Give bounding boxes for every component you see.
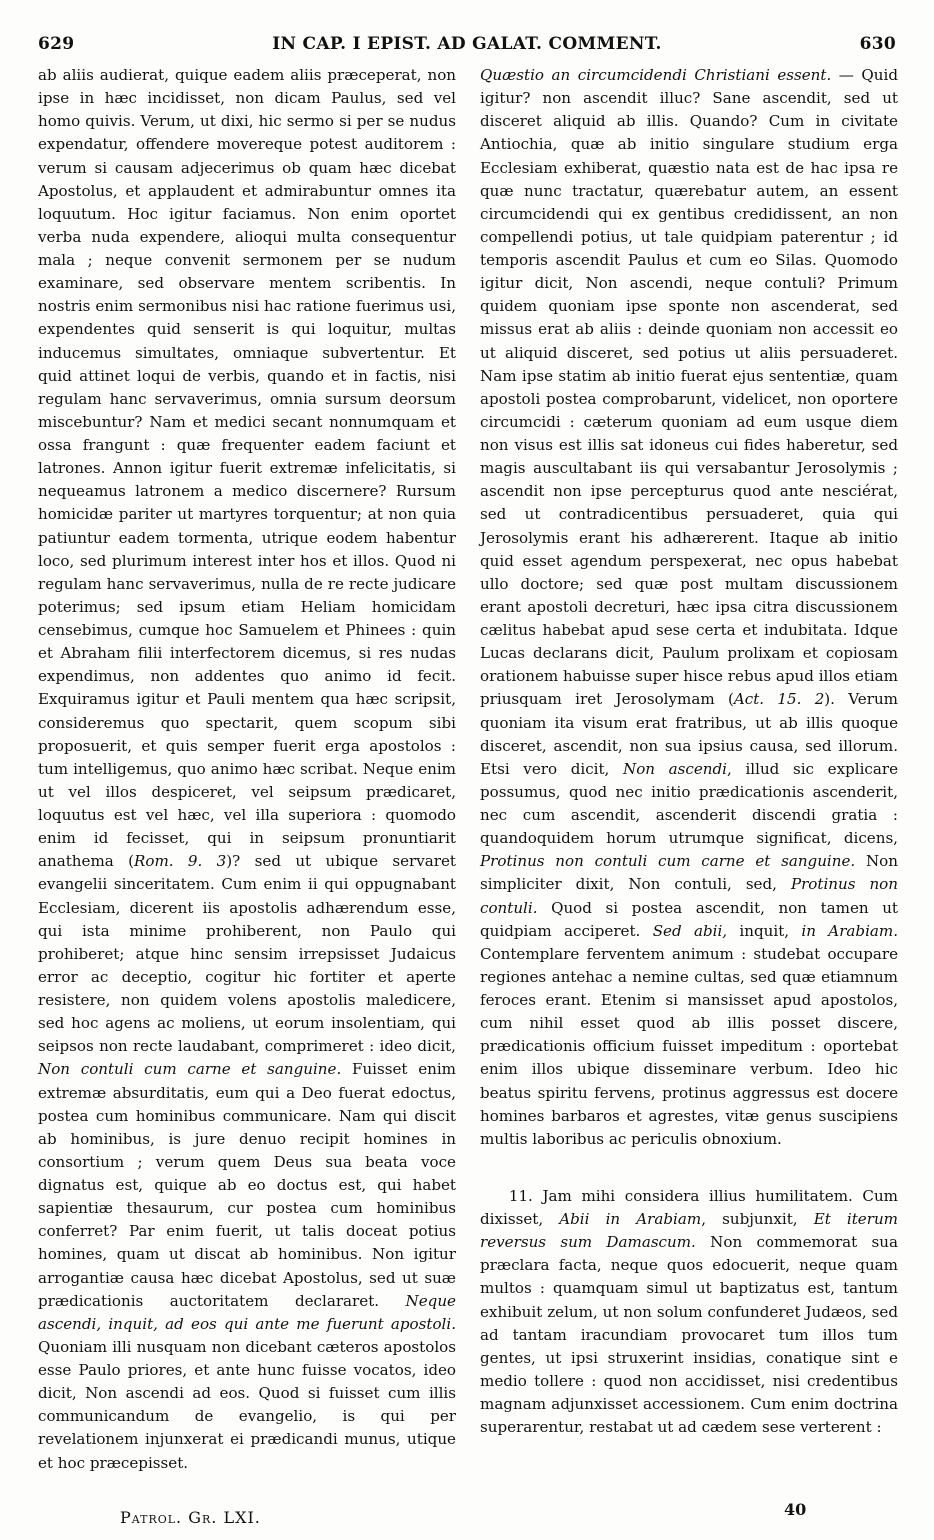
signature-mark: 40 <box>784 1500 807 1519</box>
text-run: , subjunxit, <box>701 1210 814 1228</box>
left-column <box>38 64 456 1475</box>
right-paragraph-1 <box>480 64 898 1151</box>
scripture-quote: Neque ascendi, inquit, ad eos qui ante me fuerunt apostoli. <box>38 1291 456 1333</box>
scripture-reference: Rom. 9. 3 <box>134 852 227 871</box>
running-title: IN CAP. I EPIST. AD GALAT. COMMENT. <box>272 34 662 54</box>
paragraph-spacer <box>480 1151 898 1185</box>
text-run: ab aliis audierat, quique eadem aliis præceperat, non ipse in hæc incidisset, non dicam Paulus, sed vel homo quivis. Verum, ut dixi, hic sermo si per se nudus expendatur, offendere movereque potest auditorem : verum si causam adjecerimus ob quam hæc dicebat Apostolus, et applaudent et admirabuntur omnes ita loquutum. Hoc igitur faciamus. Non enim oportet verba nuda expendere, alioqui multa consequentur mala ; neque convenit sermonem per se nudum examinare, sed observare mentem scribentis. In nostris enim sermonibus nisi hac ratione fuerimus usi, expendentes quid senserit is qui loquitur, multas inducemus simultates, omniaque subvertentur. Et quid attinet loqui de verbis, quando et in factis, nisi regulam hanc servaverimus, omnia sursum deorsum miscebuntur? Nam et medici secant nonnumquam et ossa frangunt : quæ frequenter eadem faciunt et latrones. Annon igitur fuerit extremæ infelicitatis, si nequeamus latronem a medico discernere? Rursum homicidæ pariter ut martyres torquentur; at non quia patiuntur eadem tormenta, utrique eodem habentur loco, sed plurimum interest inter hos et illos. Quod ni regulam hanc servaverimus, nulla de re recte judicare poterimus; sed ipsum etiam Heliam homicidam censebimus, cumque hoc Samuelem et Phinees : quin et Abraham filii interfectorem dicemus, si res nudas expendimus, non addentes quo animo id fecit. Exquiramus igitur et Pauli mentem qua hæc scripsit, consideremus quo spectarit, quem scopum sibi proposuerit, et quis semper fuerit erga apostolos : tum intelligemus, quo animo hæc scribat. Neque enim ut vel illos despiceret, vel seipsum prædicaret, loquutus est vel hæc, vel illa superiora : quomodo enim id fecisset, qui in seipsum pronuntiarit anathema ( <box>38 66 456 871</box>
scripture-quote: in Arabiam. <box>801 921 899 940</box>
text-run: Quoniam illi nusquam non dicebant cæteros apostolos esse Paulo priores, et ante hunc fuisse vocatos, ideo dicit, Non ascendi ad eos. Quod si fuisset cum illis communicandum de evangelio, is qui per revelationem injunxerat ei prædicandi munus, utique et hoc præcepisset. <box>38 1337 456 1472</box>
text-run: Jam mihi considera illius humilitatem. Cum dixisset, <box>480 1186 898 1228</box>
text-run: ). Verum quoniam ita visum erat fratribus, ut ab illis quoque disceret, ascendit, non sua ipsius causa, sed illorum. Etsi vero dicit, <box>480 690 898 778</box>
scripture-quote: Non ascendi <box>623 759 728 778</box>
left-paragraph <box>38 64 456 1475</box>
scripture-reference: Act. 15. 2 <box>733 690 825 709</box>
scripture-quote: Protinus non contuli cum carne et sanguine. <box>480 852 856 871</box>
right-paragraph-2 <box>480 1185 898 1439</box>
page-number-right: 630 <box>859 34 896 54</box>
text-run: Quod si postea ascendit, non tamen ut quidpiam acciperet. <box>480 898 898 940</box>
section-heading: Quæstio an circumcidendi Christiani essent. <box>480 66 832 84</box>
text-run: Non commemorat sua præclara facta, neque quos edocuerit, neque quam multos : quamquam simul ut baptizatus est, tantum exhibuit zelum, ut non solum confunderet Judæos, sed ad tantam iracundiam provocaret tum illos tum gentes, ut ipsi struxerint insidias, conatique sint e medio tollere : quod non accidisset, nisi credentibus magnam adjunxisset accessionem. Cum enim doctrina superarentur, restabat ut ad cædem sese verterent : <box>480 1233 899 1437</box>
text-run: Contemplare ferventem animum : studebat occupare regiones antehac a nemine cultas, sed quæ etiamnum feroces erant. Etenim si mansisset apud apostolos, cum nihil esset quod ab illis posset discere, prædicationis officium fuisset impeditum : oportebat enim illos ubique disseminare verbum. Ideo hic beatus spiritu fervens, protinus aggressus est docere homines barbaros et agrestes, vitæ genus suscipiens multis laboribus ac periculis obnoxium. <box>480 944 898 1148</box>
running-header <box>38 34 896 58</box>
scripture-quote: Et iterum reversus sum Damascum. <box>480 1210 898 1252</box>
text-run: — <box>831 66 862 84</box>
scripture-quote: Non contuli cum carne et sanguine. <box>38 1060 342 1079</box>
text-run: Fuisset enim extremæ absurditatis, eum qui a Deo fuerat edoctus, postea cum hominibus communicare. Nam qui discit ab hominibus, is jure denuo recipit homines in consortium ; verum quem Deus sua beata voce dignatus est, quique ab eo doctus est, qui habet sapientiæ thesaurum, cur postea cum hominibus conferret? Par enim fuerit, ut talis doceat potius homines, quam ut discat ab hominibus. Non igitur arrogantiæ causa hæc dicebat Apostolus, sed ut suæ prædicationis auctoritatem declararet. <box>38 1060 456 1310</box>
section-number: 11. <box>508 1186 533 1205</box>
right-column <box>480 64 898 1439</box>
scripture-quote: Abii in Arabiam <box>559 1210 702 1228</box>
series-footer: Patrol. Gr. LXI. <box>120 1508 261 1527</box>
text-run: Non simpliciter dixit, Non contuli, sed, <box>480 852 898 894</box>
scripture-quote: Protinus non contuli. <box>480 875 898 917</box>
text-run: Quid igitur? non ascendit illuc? Sane ascendit, sed ut disceret aliquid ab illis. Quando? Cum in civitate Antiochia, quæ ab initio singulare studium erga Ecclesiam exhiberat, quæstio nata est de hac ipsa re quæ nunc tractatur, quærebatur autem, an essent circumcidendi qui ex gentibus credidissent, an non compellendi potius, ut tale quidpiam paterentur ; id temporis ascendit Paulus et cum eo Silas. Quomodo igitur dicit, Non ascendi, neque contuli? Primum quidem quoniam ipse sponte non ascenderat, sed missus erat ab aliis : deinde quoniam non accessit eo ut aliquid disceret, sed potius ut aliis persuaderet. Nam ipse statim ab initio fuerat ejus sententiæ, quam apostoli postea comprobarunt, videlicet, non oportere circumcidi : cæterum quoniam ad eum usque diem non visus est illis sat idoneus cui fides haberetur, sed magis auscultabant iis qui versabantur Jerosolymis ; ascendit non ipse percepturus quod ante nesciérat, sed ut contradicentibus persuaderet, quia qui Jerosolymis erant his adhærerent. Itaque ab initio quid esset agendum perspexerat, nec opus habebat ullo doctore; sed quæ post multam discussionem erant apostoli decreturi, hæc ipsa citra discussionem cælitus habebat apud sese certa et indubitata. Idque Lucas declarans dicit, Paulum prolixam et copiosam orationem habuisse super hisce rebus apud illos etiam priusquam iret Jerosolymam ( <box>480 66 898 709</box>
text-run: , illud sic explicare possumus, quod nec initio prædicationis ascenderit, nec cum ascendit, ascenderit discendi gratia : quandoquidem horum utrumque significat, dicens, <box>480 759 899 848</box>
text-run: inquit, <box>727 921 802 940</box>
page-number-left: 629 <box>38 34 75 54</box>
text-run: )? sed ut ubique servaret evangelii sinceritatem. Cum enim ii qui oppugnabant Ecclesiam, dicerent iis apostolis adhærendum esse, qui ista minime prohiberent, non Paulo qui prohiberet; atque hinc sensim irrepsisset Judaicus error ac deceptio, cogitur hic fortiter et aperte resistere, non quidem volens apostolis maledicere, sed hoc agens ac moliens, ut eorum insolentiam, qui seipsos non recte laudabant, comprimeret : ideo dicit, <box>38 852 456 1056</box>
scripture-quote: Sed abii, <box>652 921 728 940</box>
